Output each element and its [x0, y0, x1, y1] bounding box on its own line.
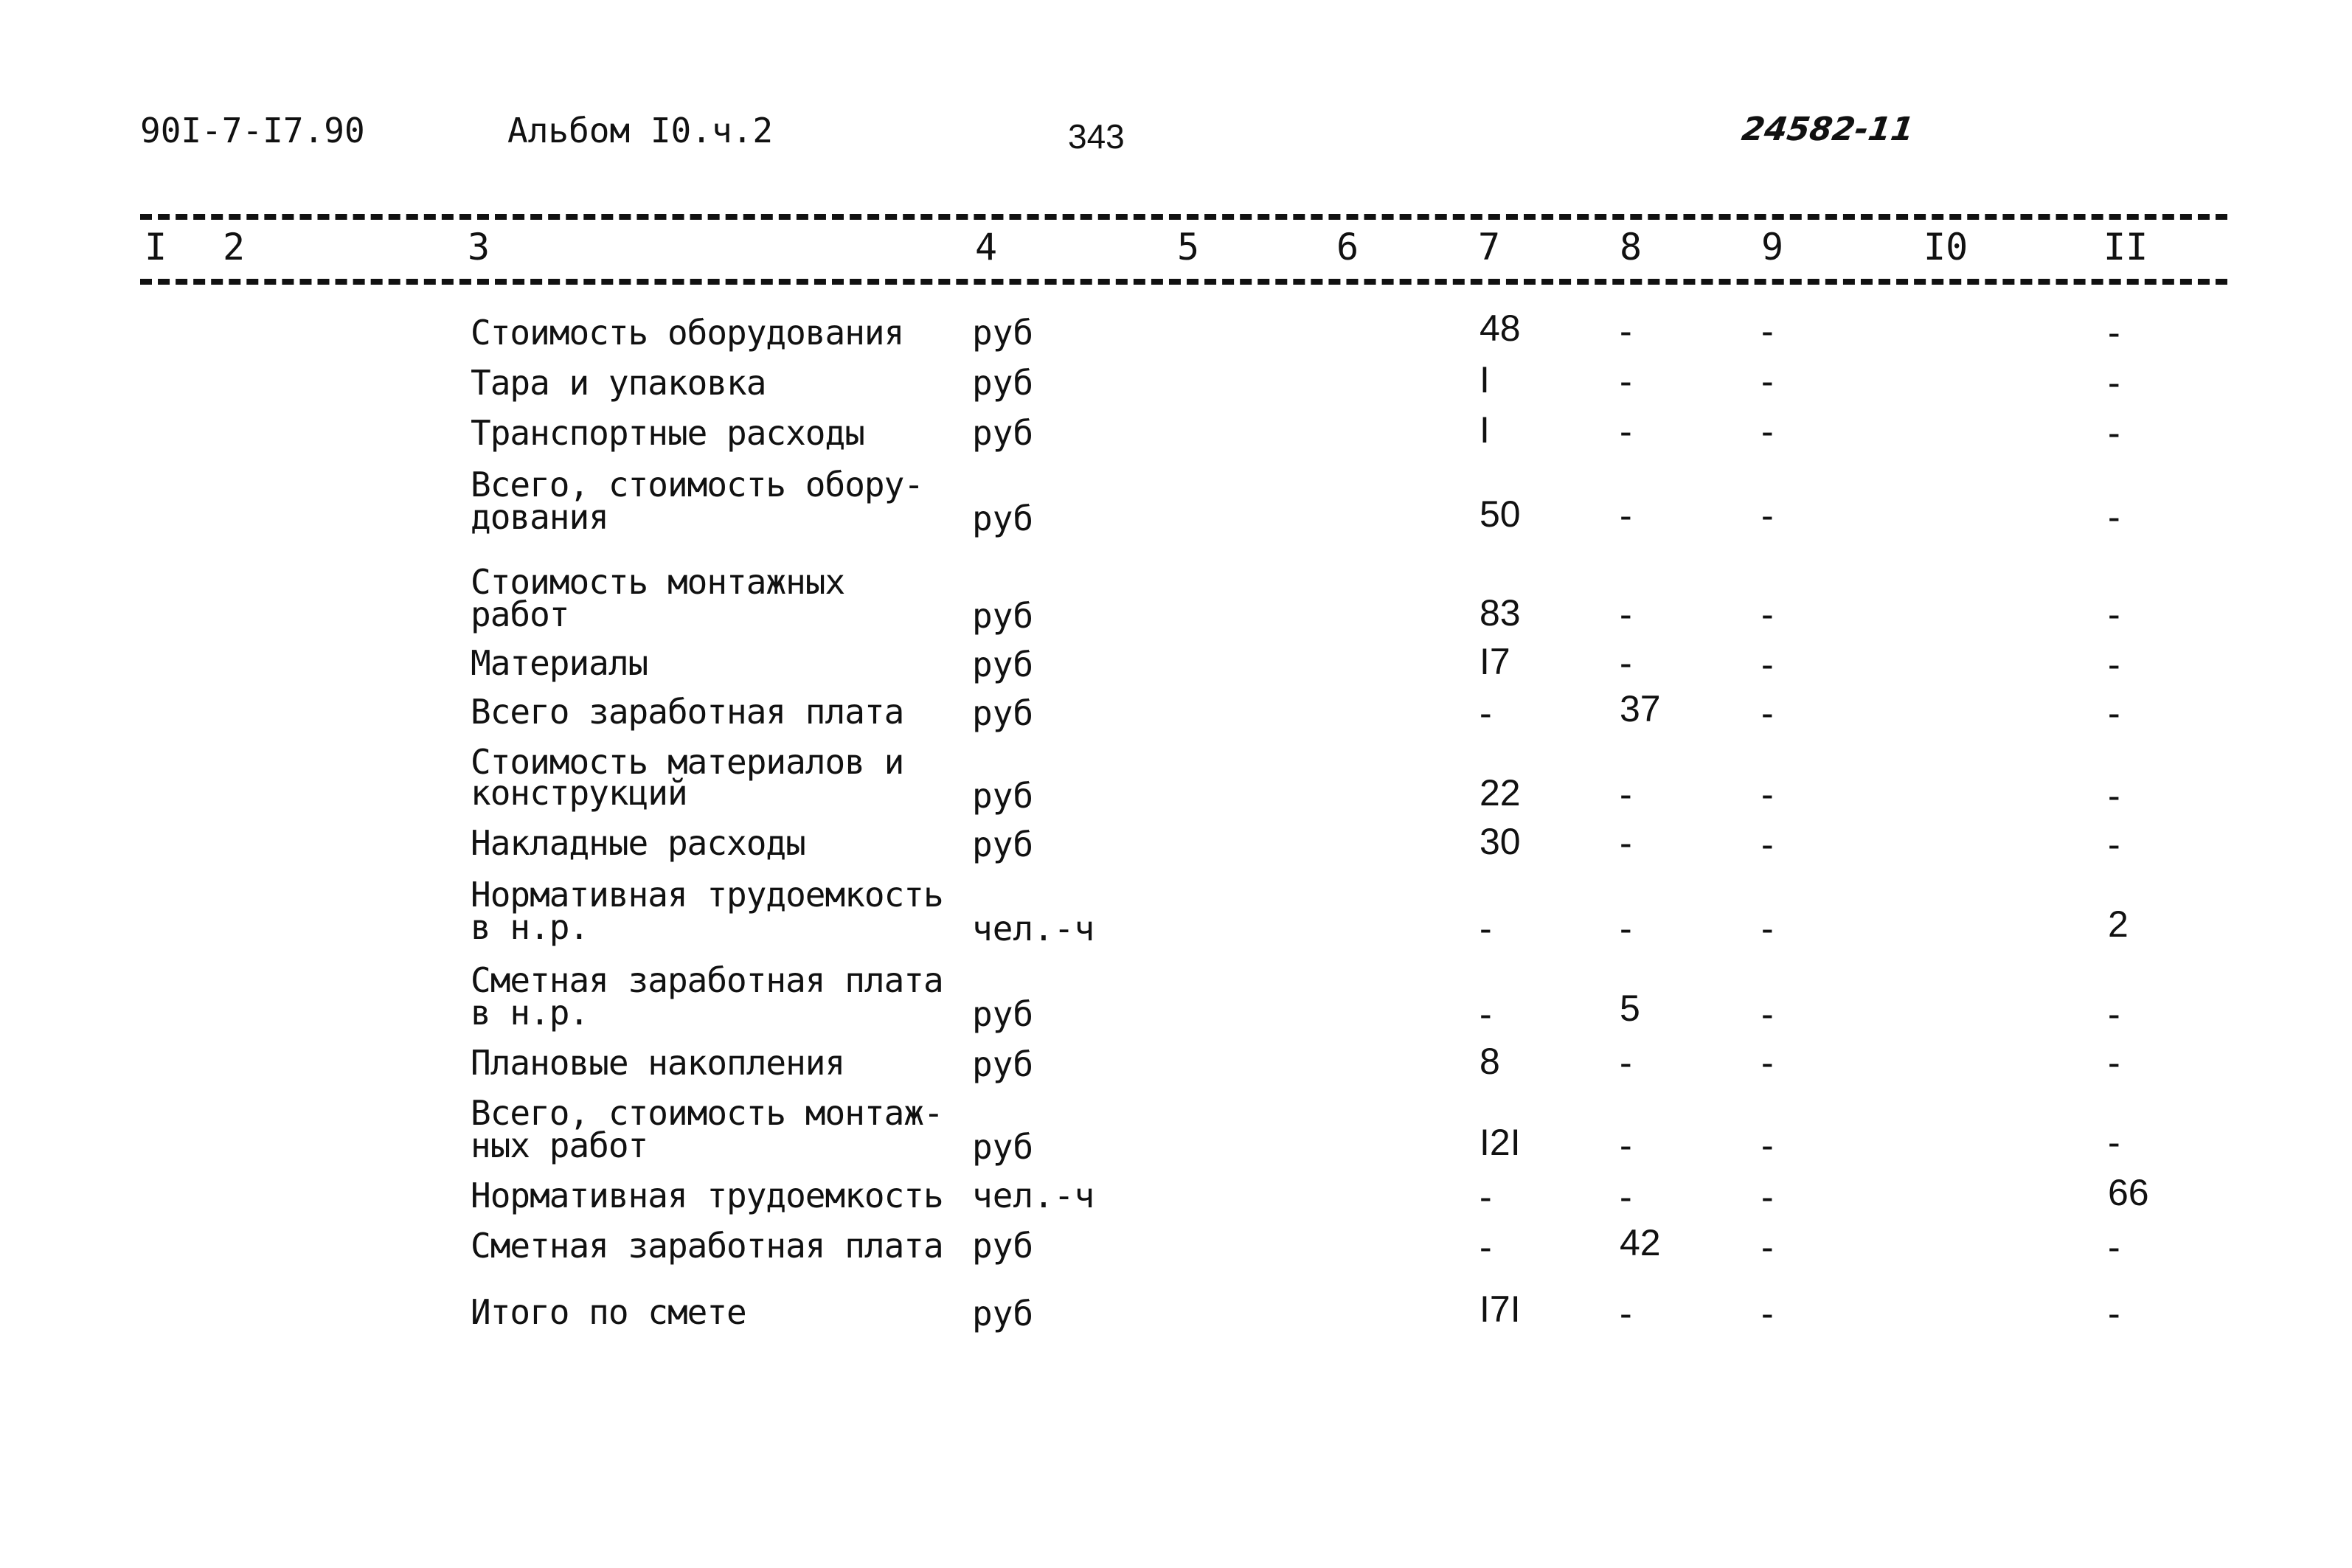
row-name-line: Накладные расходы: [471, 823, 805, 863]
document-code: 90I-7-I7.90: [140, 111, 365, 150]
row-name-line: Стоимость монтажных: [471, 562, 845, 602]
row-value-col8: -: [1620, 1042, 1632, 1083]
row-value-col8: 42: [1620, 1222, 1661, 1263]
row-name-line: Стоимость материалов и: [471, 742, 904, 782]
row-value-col9: -: [1761, 644, 1774, 685]
row-value-col8: 5: [1620, 988, 1640, 1029]
row-name-line: Сметная заработная плата: [471, 1226, 943, 1266]
album-title: Альбом I0.ч.2: [507, 111, 774, 150]
row-value-col8: -: [1620, 774, 1632, 815]
row-unit: руб: [972, 596, 1034, 636]
row-name-line: Тара и упаковка: [471, 363, 766, 403]
row-unit: руб: [972, 825, 1034, 864]
row-value-col7: 22: [1479, 772, 1521, 814]
row-value-col9: -: [1761, 824, 1774, 865]
row-unit: руб: [972, 645, 1034, 684]
row-value-col7: I7: [1479, 641, 1510, 682]
row-value-col7: -: [1479, 693, 1492, 734]
column-number-7: 7: [1478, 226, 1501, 268]
column-number-10: I0: [1923, 226, 1968, 268]
row-value-col8: -: [1620, 1125, 1632, 1166]
row-name-line: Сметная заработная плата: [471, 960, 943, 1000]
row-unit: руб: [972, 994, 1034, 1034]
row-value-col11: -: [2108, 594, 2120, 635]
row-name-line: Нормативная трудоемкость: [471, 1176, 943, 1215]
row-value-col7: -: [1479, 908, 1492, 949]
page-number: 343: [1068, 117, 1125, 156]
column-number-1: I: [145, 226, 167, 268]
row-value-col9: -: [1761, 1042, 1774, 1083]
row-value-col9: -: [1761, 693, 1774, 734]
row-value-col11: -: [2108, 824, 2120, 865]
row-value-col7: -: [1479, 993, 1492, 1035]
row-unit: чел.-ч: [972, 1176, 1095, 1215]
row-value-col9: -: [1761, 495, 1774, 536]
row-value-col8: -: [1620, 642, 1632, 684]
row-value-col11: -: [2108, 775, 2120, 816]
row-unit: руб: [972, 413, 1034, 453]
row-unit: руб: [972, 499, 1034, 538]
row-name-line: работ: [471, 594, 569, 634]
row-value-col9: -: [1761, 908, 1774, 949]
row-value-col9: -: [1761, 774, 1774, 815]
handwritten-reference: 24582-11: [1739, 111, 1917, 148]
row-value-col8: 37: [1620, 688, 1661, 729]
row-value-col7: -: [1479, 1176, 1492, 1218]
row-value-col7: 30: [1479, 821, 1521, 862]
top-dashed-rule: [140, 214, 2227, 220]
column-number-8: 8: [1620, 226, 1642, 268]
row-name-line: конструкций: [471, 773, 687, 813]
row-name-line: Стоимость оборудования: [471, 313, 904, 353]
row-value-col11: -: [2108, 1293, 2120, 1334]
row-value-col8: -: [1620, 822, 1632, 864]
row-value-col9: -: [1761, 1125, 1774, 1166]
column-number-5: 5: [1177, 226, 1200, 268]
row-unit: руб: [972, 693, 1034, 733]
row-value-col11: -: [2108, 1042, 2120, 1083]
row-unit: руб: [972, 1127, 1034, 1167]
row-unit: руб: [972, 1226, 1034, 1266]
row-value-col11: 2: [2108, 903, 2129, 945]
column-number-6: 6: [1336, 226, 1359, 268]
row-value-col9: -: [1761, 311, 1774, 352]
row-name-line: Плановые накопления: [471, 1043, 845, 1083]
row-unit: руб: [972, 1044, 1034, 1084]
row-name-line: в н.р.: [471, 907, 589, 947]
row-value-col7: -: [1479, 1227, 1492, 1268]
row-value-col7: I2I: [1479, 1122, 1521, 1163]
row-value-col9: -: [1761, 993, 1774, 1035]
row-value-col11: -: [2108, 1122, 2120, 1163]
row-value-col9: -: [1761, 411, 1774, 452]
row-name-line: Транспортные расходы: [471, 413, 864, 453]
row-value-col9: -: [1761, 594, 1774, 635]
column-number-2: 2: [223, 226, 246, 268]
row-unit: чел.-ч: [972, 909, 1095, 948]
row-unit: руб: [972, 363, 1034, 403]
row-name-line: в н.р.: [471, 993, 589, 1033]
row-value-col11: -: [2108, 412, 2120, 454]
row-name-line: Итого по смете: [471, 1292, 746, 1332]
row-value-col9: -: [1761, 1227, 1774, 1268]
row-value-col11: -: [2108, 644, 2120, 685]
row-value-col11: 66: [2108, 1172, 2149, 1213]
row-name-line: Всего, стоимость обору-: [471, 465, 923, 504]
row-unit: руб: [972, 776, 1034, 816]
row-value-col8: -: [1620, 1176, 1632, 1218]
row-value-col7: 50: [1479, 493, 1521, 535]
row-value-col8: -: [1620, 594, 1632, 635]
row-unit: руб: [972, 1294, 1034, 1333]
column-number-4: 4: [975, 226, 998, 268]
row-value-col8: -: [1620, 361, 1632, 402]
row-value-col7: 83: [1479, 592, 1521, 634]
row-unit: руб: [972, 313, 1034, 353]
row-value-col11: -: [2108, 496, 2120, 538]
row-name-line: Всего, стоимость монтаж-: [471, 1093, 943, 1133]
row-name-line: дования: [471, 497, 608, 537]
row-value-col7: I: [1479, 359, 1490, 400]
row-value-col8: -: [1620, 411, 1632, 452]
row-value-col9: -: [1761, 361, 1774, 402]
row-value-col8: -: [1620, 495, 1632, 536]
row-value-col11: -: [2108, 362, 2120, 403]
row-value-col7: I7I: [1479, 1288, 1521, 1330]
column-number-11: II: [2103, 226, 2148, 268]
row-value-col7: I: [1479, 409, 1490, 451]
row-value-col9: -: [1761, 1293, 1774, 1334]
row-value-col11: -: [2108, 312, 2120, 353]
column-number-3: 3: [468, 226, 490, 268]
row-name-line: Нормативная трудоемкость: [471, 875, 943, 915]
row-name-line: ных работ: [471, 1125, 648, 1165]
row-value-col8: -: [1620, 311, 1632, 352]
row-value-col8: -: [1620, 1293, 1632, 1334]
bottom-dashed-rule: [140, 279, 2227, 285]
row-value-col11: -: [2108, 1227, 2120, 1268]
row-value-col8: -: [1620, 908, 1632, 949]
row-value-col7: 8: [1479, 1041, 1500, 1082]
row-value-col11: -: [2108, 693, 2120, 734]
row-value-col11: -: [2108, 993, 2120, 1035]
row-value-col9: -: [1761, 1176, 1774, 1218]
row-name-line: Материалы: [471, 643, 648, 683]
row-name-line: Всего заработная плата: [471, 692, 904, 732]
row-value-col7: 48: [1479, 308, 1521, 349]
column-number-9: 9: [1761, 226, 1784, 268]
